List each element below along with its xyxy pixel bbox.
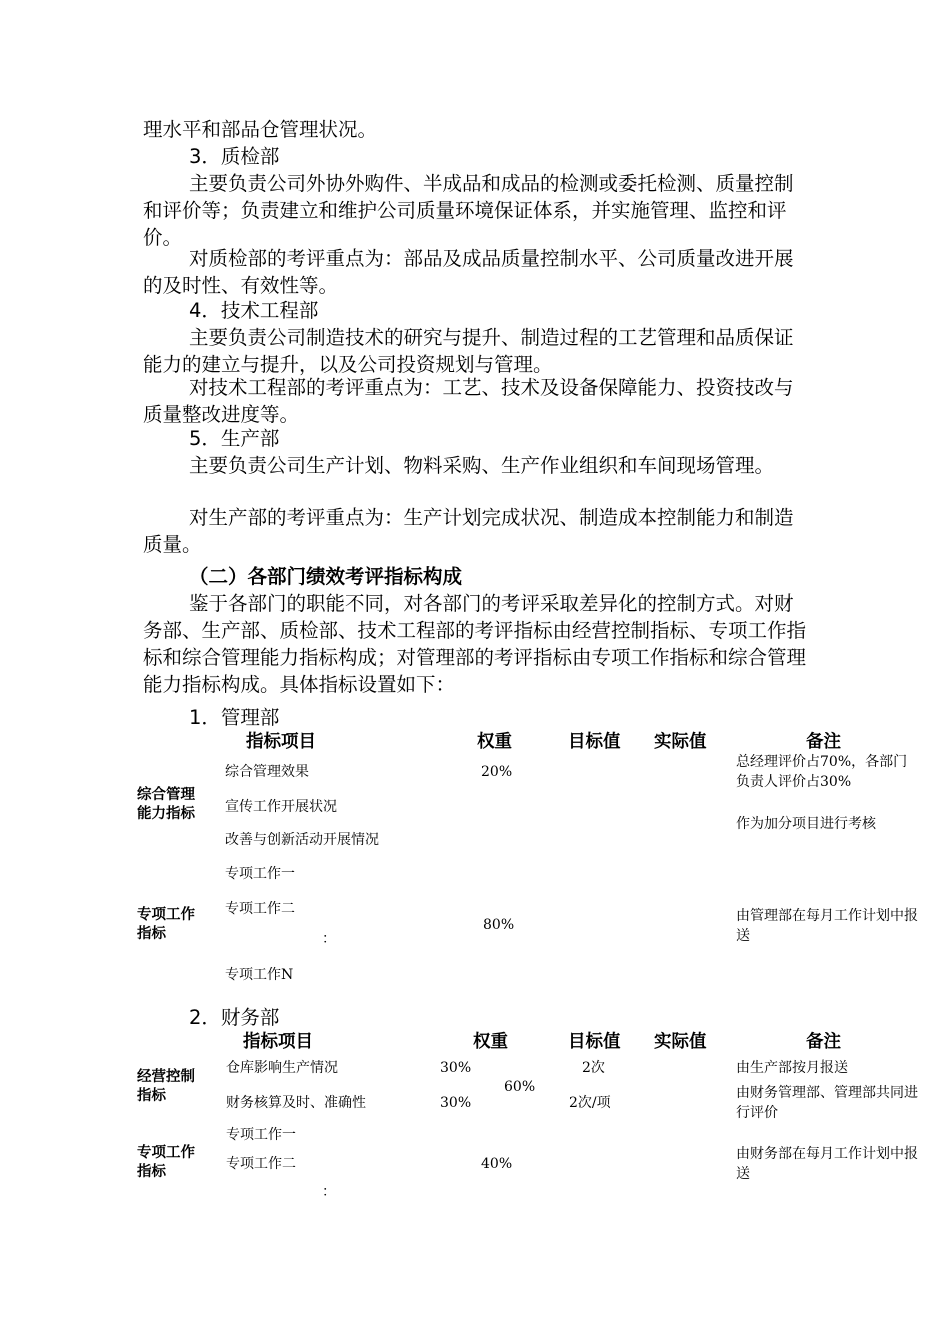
section-heading-production: 5．生产部 xyxy=(189,427,280,450)
table-row-item: 专项工作一 xyxy=(225,866,295,882)
header-actual: 实际值 xyxy=(654,732,707,752)
sub-weight-value: 30% xyxy=(440,1095,472,1111)
header-target: 目标值 xyxy=(568,732,621,752)
table-row-item: 专项工作一 xyxy=(226,1127,296,1143)
table-row-item: 综合管理效果 xyxy=(225,764,309,780)
ellipsis-mark: ： xyxy=(322,931,336,947)
header-item: 指标项目 xyxy=(243,1032,313,1052)
weight-value: 40% xyxy=(481,1156,513,1172)
weight-value: 20% xyxy=(481,764,513,780)
category-special: 专项工作 指标 xyxy=(137,1145,195,1180)
remark-note: 由生产部按月报送 xyxy=(736,1060,848,1076)
header-target: 目标值 xyxy=(568,1032,621,1052)
remark-note: 总经理评价占70%，各部门负责人评价占30% xyxy=(736,754,908,790)
production-focus-paragraph: 对生产部的考评重点为：生产计划完成状况、制造成本控制能力和制造质量。 xyxy=(143,506,794,556)
header-actual: 实际值 xyxy=(654,1032,707,1052)
part2-body-paragraph: 鉴于各部门的职能不同，对各部门的考评采取差异化的控制方式。对财务部、生产部、质检部、技术工程部的考评指标由经营控制指标、专项工作指标和综合管理能力指标构成；对管理部的考评指标由专项工作指标和综合管理能力指标构成。具体指标设置如下： xyxy=(143,592,807,696)
tech-focus-paragraph: 对技术工程部的考评重点为：工艺、技术及设备保障能力、投资技改与质量整改进度等。 xyxy=(143,376,794,426)
group-weight-value: 60% xyxy=(504,1079,536,1095)
header-weight: 权重 xyxy=(477,732,512,752)
table-finance-title: 2．财务部 xyxy=(189,1006,280,1029)
qc-focus-paragraph: 对质检部的考评重点为：部品及成品质量控制水平、公司质量改进开展的及时性、有效性等。 xyxy=(143,247,794,297)
weight-value: 80% xyxy=(483,917,515,933)
table-row-item: 专项工作N xyxy=(225,967,294,983)
header-remark: 备注 xyxy=(806,1032,841,1052)
target-value: 2次/项 xyxy=(569,1095,611,1111)
table-row-item: 专项工作二 xyxy=(226,1156,296,1172)
table-row-item: 财务核算及时、准确性 xyxy=(226,1095,366,1111)
header-weight: 权重 xyxy=(473,1032,508,1052)
remark-note: 由财务管理部、管理部共同进行评价 xyxy=(736,1085,918,1121)
category-special: 专项工作 指标 xyxy=(137,907,195,942)
sub-weight-value: 30% xyxy=(440,1060,472,1076)
category-comprehensive: 综合管理 能力指标 xyxy=(137,787,195,822)
remark-note: 由财务部在每月工作计划中报送 xyxy=(736,1146,918,1182)
section-heading-tech: 4．技术工程部 xyxy=(189,299,319,322)
table-row-item: 宣传工作开展状况 xyxy=(225,799,337,815)
ellipsis-mark: ： xyxy=(322,1184,336,1200)
table-row-item: 仓库影响生产情况 xyxy=(226,1060,338,1076)
remark-note: 作为加分项目进行考核 xyxy=(736,816,876,832)
header-item: 指标项目 xyxy=(246,732,316,752)
qc-duty-paragraph: 主要负责公司外协外购件、半成品和成品的检测或委托检测、质量控制和评价等；负责建立和维护公司质量环境保证体系，并实施管理、监控和评价。 xyxy=(143,172,794,249)
intro-tail: 理水平和部品仓管理状况。 xyxy=(143,118,378,141)
tech-duty-paragraph: 主要负责公司制造技术的研究与提升、制造过程的工艺管理和品质保证能力的建立与提升，以及公司投资规划与管理。 xyxy=(143,326,794,376)
table-management-title: 1．管理部 xyxy=(189,706,280,729)
production-duty-paragraph: 主要负责公司生产计划、物料采购、生产作业组织和车间现场管理。 xyxy=(189,454,775,477)
category-operation: 经营控制 指标 xyxy=(137,1069,195,1104)
section-heading-qc: 3．质检部 xyxy=(189,145,280,168)
table-row-item: 改善与创新活动开展情况 xyxy=(225,832,379,848)
part2-heading: （二）各部门绩效考评指标构成 xyxy=(189,565,463,588)
header-remark: 备注 xyxy=(806,732,841,752)
remark-note: 由管理部在每月工作计划中报送 xyxy=(736,908,918,944)
target-value: 2次 xyxy=(582,1060,605,1076)
table-row-item: 专项工作二 xyxy=(225,901,295,917)
